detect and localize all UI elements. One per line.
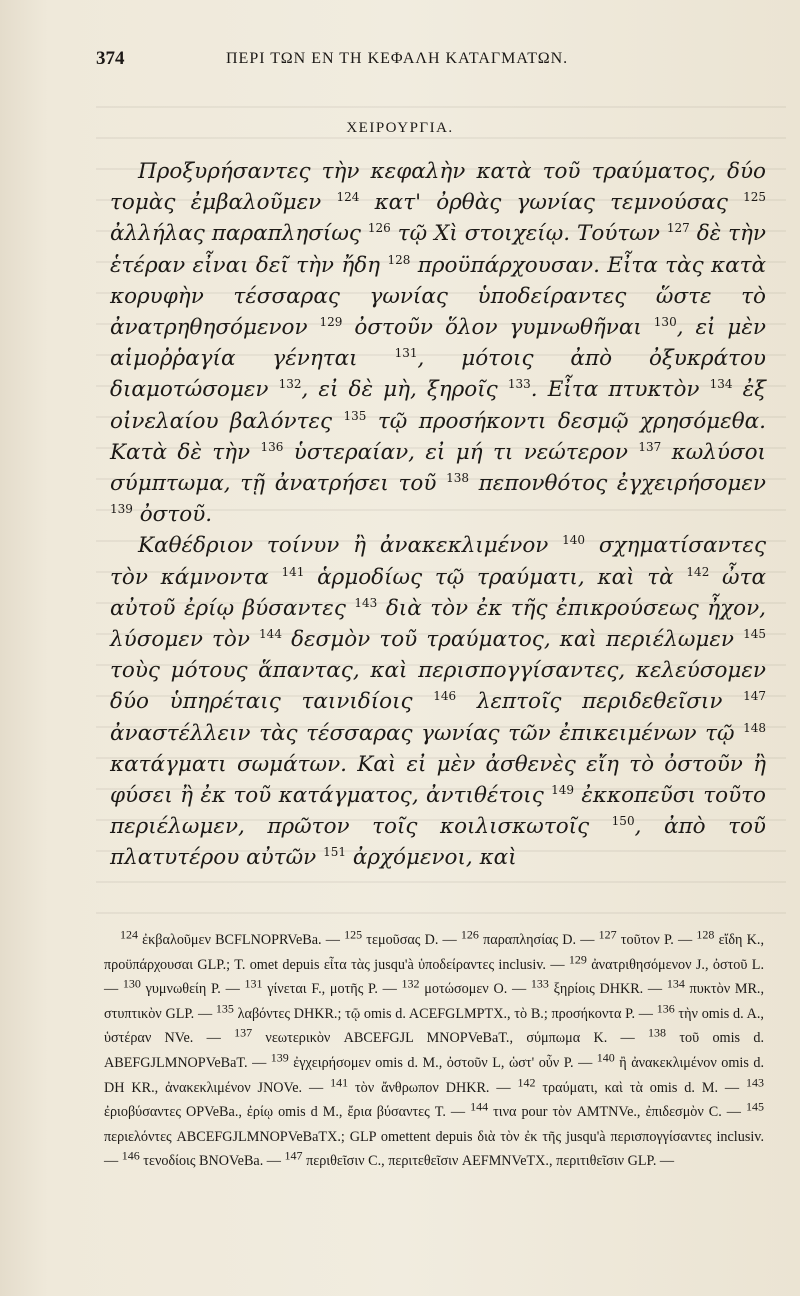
text-run: τοῦ omis d. ABEFGJLMNOPVeBaT. — bbox=[104, 1030, 764, 1071]
text-run: γίνεται F., μοτῆς P. — bbox=[262, 981, 402, 998]
footnote-ref: 133 bbox=[530, 976, 549, 991]
text-run: , μότοις ἀπὸ ὀξυκράτου διαμοτώσομεν bbox=[110, 346, 767, 403]
text-run: σχηματίσαντες τὸν κάμνοντα bbox=[110, 533, 767, 590]
footnote-ref: 130 bbox=[122, 976, 141, 991]
text-run: ἐξ οἰνελαίου βαλόντες bbox=[110, 377, 766, 434]
footnote-ref: 132 bbox=[401, 976, 420, 991]
text-run: ὦτα αὐτοῦ ἐρίῳ βύσαντες bbox=[110, 564, 767, 621]
footnote-ref: 142 bbox=[686, 564, 710, 579]
footnote-ref: 134 bbox=[666, 976, 685, 991]
footnote-ref: 141 bbox=[330, 1074, 349, 1089]
footnote-ref: 139 bbox=[110, 502, 133, 517]
text-run: τινα pour τὸν AMTNVe., ἐπιδεσμὸν C. — bbox=[488, 1104, 746, 1121]
footnote-ref: 138 bbox=[648, 1025, 667, 1040]
footnote-ref: 130 bbox=[653, 314, 677, 329]
footnote-ref: 125 bbox=[743, 190, 766, 205]
footnote-paragraph bbox=[104, 928, 764, 1174]
footnote-ref: 128 bbox=[387, 252, 411, 267]
text-run: , ἀπὸ τοῦ πλατυτέρου αὐτῶν bbox=[110, 814, 766, 871]
text-run: ἐκκοπεῦσι τοῦτο περιέλωμεν, πρῶτον τοῖς κοιλισκωτοῖς bbox=[110, 783, 766, 840]
text-run: ὀστοῦ. bbox=[132, 502, 213, 528]
footnote-ref: 138 bbox=[446, 470, 469, 485]
text-run: τὸν ἄνθρωπον DHKR. — bbox=[348, 1079, 518, 1096]
text-run: ὑστεραίαν, εἰ μή τι νεώτερον bbox=[283, 439, 639, 465]
text-run: ἐριοβύσαντες OPVeBa., ἐρίῳ omis d M., ἔρια βύσαντες T. — bbox=[104, 1104, 471, 1121]
text-run: ἐκβαλοῦμεν BCFLNOPRVeBa. — bbox=[138, 932, 345, 948]
footnote-ref: 136 bbox=[656, 1001, 675, 1016]
footnote-ref: 132 bbox=[278, 377, 302, 392]
footnote-ref: 140 bbox=[596, 1050, 615, 1065]
text-run: ἀλλήλας παραπλησίως bbox=[110, 221, 368, 247]
text-run: κωλύσοι σύμπτωμα, τῇ ἀνατρήσει τοῦ bbox=[110, 439, 766, 497]
footnote-ref: 149 bbox=[551, 782, 575, 797]
text-run: κατ' ὀρθὰς γωνίας τεμνούσας bbox=[359, 190, 744, 216]
text-run: ὀστοῦν ὅλον γυμνωθῆναι bbox=[342, 315, 654, 341]
footnote-ref: 129 bbox=[319, 314, 343, 329]
text-run: ἀνατριθησόμενον J., ὀστοῦ L. — bbox=[104, 956, 764, 998]
text-run: , εἰ μὲν αἱμοῤῥαγία γένηται bbox=[110, 315, 766, 372]
text-run: πυκτὸν MR., στυπτικὸν GLP. — bbox=[104, 981, 764, 1022]
footnote-ref: 137 bbox=[638, 439, 662, 454]
footnote-ref: 131 bbox=[244, 976, 263, 991]
footnote-ref: 127 bbox=[598, 927, 617, 942]
footnote-ref: 125 bbox=[344, 927, 363, 942]
footnote-ref: 148 bbox=[743, 720, 766, 735]
footnote-ref: 142 bbox=[517, 1074, 536, 1089]
footnote-ref: 145 bbox=[743, 626, 766, 641]
footnote-ref: 143 bbox=[746, 1074, 764, 1089]
footnote-ref: 150 bbox=[611, 814, 635, 829]
footnote-ref: 147 bbox=[743, 689, 766, 704]
text-run: εἴδη K., προϋπάρχουσαι GLP.; T. omet depuis εἶτα τὰς jusqu'à ὑποδείραντες inclusiv. — bbox=[104, 932, 764, 973]
text-run: τραύματι, καὶ τὰ omis d. M. — bbox=[535, 1079, 746, 1096]
footnote-ref: 146 bbox=[121, 1148, 140, 1163]
footnote-ref: 140 bbox=[562, 533, 586, 548]
text-run: κατάγματι σωμάτων. Καὶ εἰ μὲν ἀσθενὲς εἴη τὸ ὀστοῦν ἢ φύσει ἢ ἐκ τοῦ κατάγματος, ἀντιθέτοις bbox=[110, 751, 766, 809]
page-number: 374 bbox=[96, 48, 125, 69]
text-run: Καθέδριον τοίνυν ἢ ἀνακεκλιμένον bbox=[138, 533, 563, 559]
text-run: περιθεῖσιν C., περιτεθεῖσιν AEFMNVeTX., περιτιθεῖσιν GLP. — bbox=[302, 1153, 675, 1170]
page-header bbox=[96, 44, 786, 76]
text-run: ἀρχόμενοι, καὶ bbox=[346, 845, 517, 871]
footnote-ref: 126 bbox=[460, 927, 479, 942]
text-run: ξηρίοις DHKR. — bbox=[548, 981, 667, 998]
text-run: , εἰ δὲ μὴ, ξηροῖς bbox=[301, 377, 508, 403]
main-text bbox=[110, 156, 766, 874]
text-run: διὰ τὸν ἐκ τῆς ἐπικρούσεως ἦχον, λύσομεν τὸν bbox=[110, 595, 766, 653]
text-run: λαβόντες DHKR.; τῷ omis d. ACEFGLMPTX., τὸ B.; προσήκοντα P. — bbox=[233, 1005, 657, 1022]
footnote-ref: 129 bbox=[568, 951, 587, 966]
footnote-ref: 134 bbox=[709, 377, 733, 392]
text-run: λεπτοῖς περιδεθεῖσιν bbox=[456, 689, 744, 715]
text-run: ἁρμοδίως τῷ τραύματι, καὶ τὰ bbox=[304, 564, 687, 590]
text-run: ἢ ἀνακεκλιμένον omis d. DH KR., ἀνακεκλιμένον JNOVe. — bbox=[104, 1054, 764, 1096]
section-title: ΧΕΙΡΟΥΡΓΙΑ. bbox=[346, 120, 454, 136]
text-run: περιελόντες ABCEFGJLMNOPVeBaTX.; GLP omettent depuis διὰ τὸν ἐκ τῆς jusqu'à περισπογγίσαντες inclusiv. — bbox=[104, 1128, 764, 1170]
footnote-ref: 133 bbox=[507, 377, 531, 392]
footnote-ref: 144 bbox=[470, 1099, 489, 1114]
text-run: δεσμὸν τοῦ τραύματος, καὶ περιέλωμεν bbox=[281, 627, 744, 653]
text-run: . Εἶτα πτυκτὸν bbox=[530, 377, 710, 403]
footnote-ref: 151 bbox=[323, 845, 346, 860]
footnote-ref: 124 bbox=[120, 927, 138, 942]
footnote-ref: 137 bbox=[234, 1025, 253, 1040]
footnote-ref: 126 bbox=[367, 221, 391, 236]
text-run: δὲ τὴν ἑτέραν εἶναι δεῖ τὴν ἤδη bbox=[110, 221, 766, 278]
text-run: πεπονθότος ἐγχειρήσομεν bbox=[469, 471, 766, 497]
text-run: τενοδίοις BNOVeBa. — bbox=[139, 1153, 285, 1170]
text-run: ἐγχειρήσομεν omis d. M., ὀστοῦν L, ὡστ' οὖν P. — bbox=[288, 1054, 597, 1071]
text-run: μοτώσομεν O. — bbox=[419, 981, 531, 998]
footnote-ref: 146 bbox=[433, 689, 457, 704]
footnote-ref: 128 bbox=[696, 927, 715, 942]
text-run: προϋπάρχουσαν. Εἶτα τὰς κατὰ κορυφὴν τέσσαρας γωνίας ὑποδείραντες ὥστε τὸ ἀνατρηθησόμενον bbox=[110, 252, 767, 341]
text-run: τοῦτον P. — bbox=[616, 932, 697, 948]
footnote-ref: 147 bbox=[284, 1148, 303, 1163]
footnote-ref: 145 bbox=[746, 1099, 764, 1114]
text-run: παραπλησίας D. — bbox=[478, 932, 599, 948]
footnote-ref: 144 bbox=[259, 626, 282, 641]
body-paragraph bbox=[110, 530, 766, 873]
footnote-ref: 127 bbox=[666, 221, 690, 236]
footnote-ref: 135 bbox=[215, 1001, 234, 1016]
footnote-ref: 124 bbox=[336, 190, 360, 205]
text-run: Προξυρήσαντες τὴν κεφαλὴν κατὰ τοῦ τραύματος, δύο τομὰς ἐμβαλοῦμεν bbox=[110, 159, 766, 216]
text-run: τῷ Χὶ στοιχείῳ. Τούτων bbox=[390, 221, 667, 247]
text-run: γυμνωθείη P. — bbox=[140, 981, 245, 998]
text-run: ἀναστέλλειν τὰς τέσσαρας γωνίας τῶν ἐπικειμένων τῷ bbox=[110, 720, 744, 746]
text-run: τὴν omis d. A., ὑστέραν NVe. — bbox=[104, 1005, 764, 1047]
body-paragraph bbox=[110, 156, 766, 530]
footnote-ref: 136 bbox=[260, 439, 284, 454]
footnote-ref: 143 bbox=[354, 595, 378, 610]
footnote-ref: 141 bbox=[281, 564, 305, 579]
footnotes bbox=[104, 928, 764, 1174]
running-title: ΠΕΡΙ ΤΩΝ ΕΝ ΤΗ ΚΕΦΑΛΗ ΚΑΤΑΓΜΑΤΩΝ. bbox=[226, 50, 569, 67]
text-run: τῷ προσήκοντι δεσμῷ χρησόμεθα. Κατὰ δὲ τὴν bbox=[110, 408, 766, 465]
text-run: τοὺς μότους ἅπαντας, καὶ περισπογγίσαντες, κελεύσομεν δύο ὑπηρέταις ταινιδίοις bbox=[110, 658, 766, 715]
footnote-ref: 135 bbox=[343, 408, 367, 423]
text-run: τεμοῦσας D. — bbox=[362, 932, 461, 948]
text-run: νεωτερικὸν ABCEFGJL MNOPVeBaT., σύμπωμα K. — bbox=[252, 1030, 649, 1047]
footnote-ref: 131 bbox=[394, 346, 418, 361]
footnote-ref: 139 bbox=[270, 1050, 289, 1065]
